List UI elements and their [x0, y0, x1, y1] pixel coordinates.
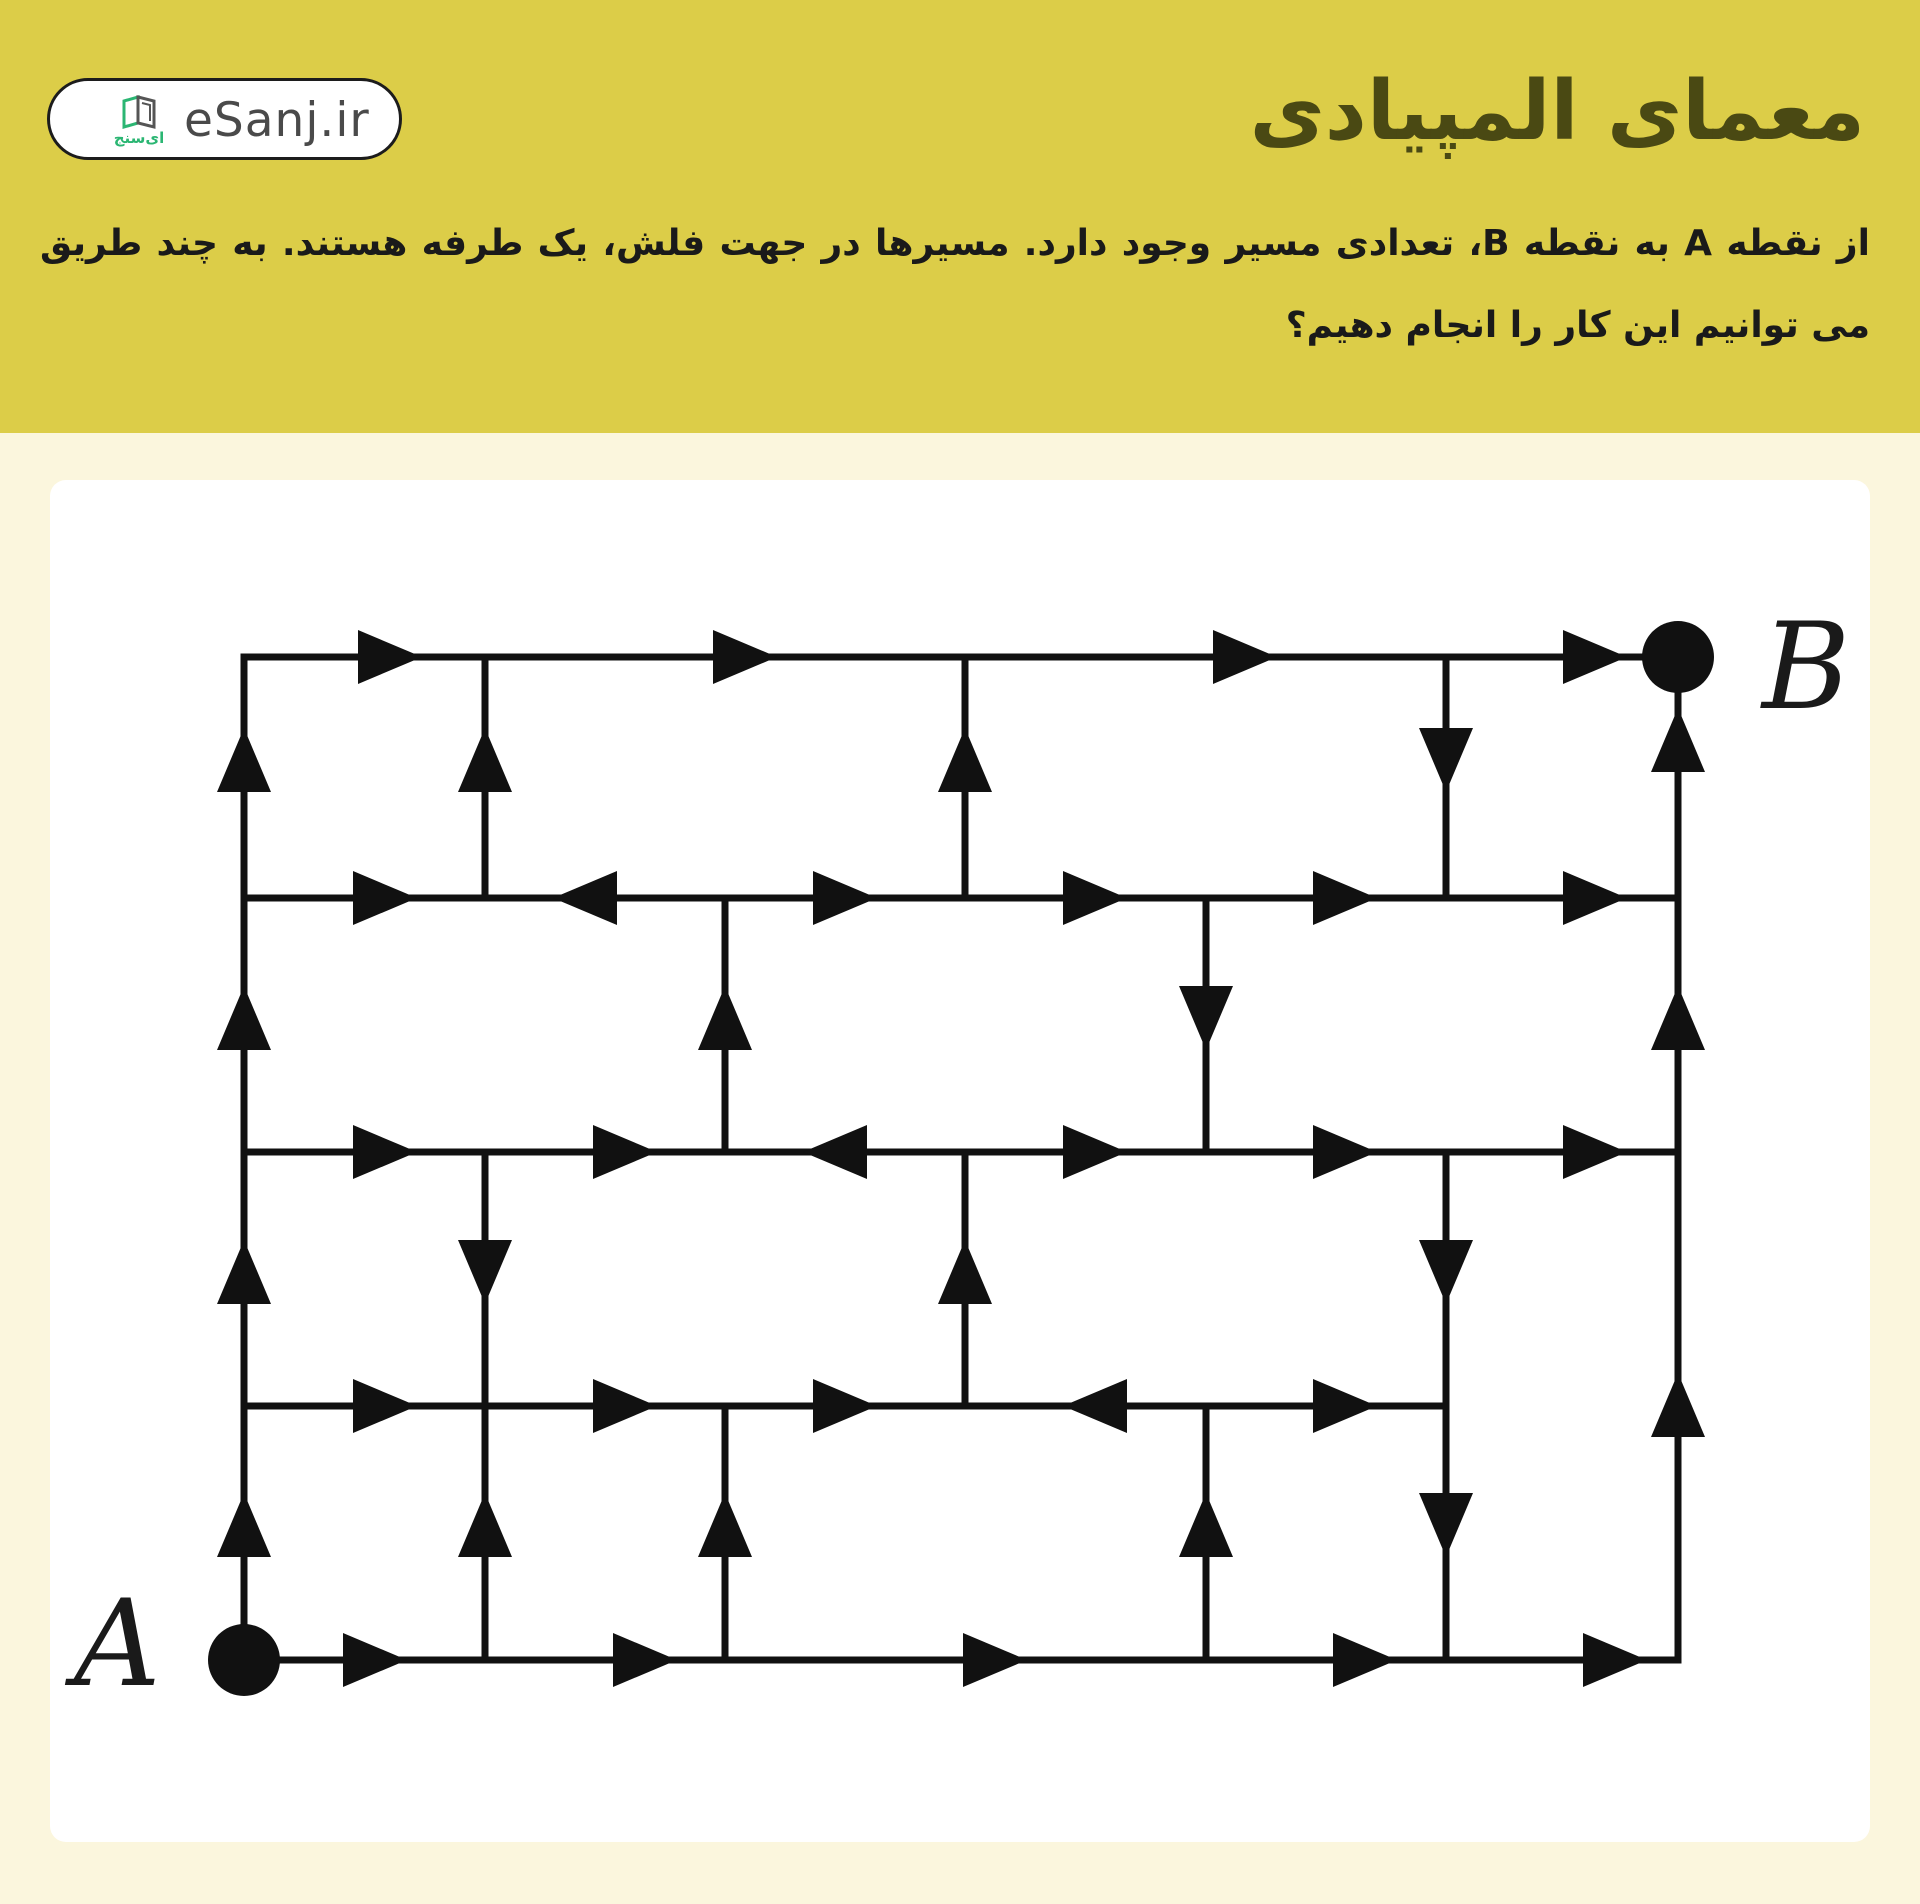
- arrow-head: [358, 630, 422, 684]
- arrow-head: [1213, 630, 1277, 684]
- arrow-head: [458, 1240, 512, 1304]
- logo-mark-text: ای‌سنج: [113, 129, 165, 147]
- arrow-head: [1651, 708, 1705, 772]
- point-a-dot: [208, 1624, 280, 1696]
- arrow-head: [1563, 871, 1627, 925]
- arrow-head: [1313, 871, 1377, 925]
- arrow-head: [1179, 986, 1233, 1050]
- arrow-head: [1333, 1633, 1397, 1687]
- arrow-head: [803, 1125, 867, 1179]
- arrow-head: [1651, 986, 1705, 1050]
- arrow-head: [593, 1125, 657, 1179]
- arrow-head: [938, 728, 992, 792]
- arrow-head: [458, 1493, 512, 1557]
- point-b-label: B: [1762, 598, 1851, 737]
- point-b-dot: [1642, 621, 1714, 693]
- site-name[interactable]: eSanj.ir: [184, 93, 370, 148]
- arrow-head: [353, 1379, 417, 1433]
- arrow-head: [698, 1493, 752, 1557]
- arrow-head: [1063, 871, 1127, 925]
- arrow-head: [1563, 1125, 1627, 1179]
- arrow-head: [963, 1633, 1027, 1687]
- arrow-head: [217, 1240, 271, 1304]
- arrow-head: [1179, 1493, 1233, 1557]
- arrow-head: [1419, 728, 1473, 792]
- arrow-head: [553, 871, 617, 925]
- arrow-head: [1313, 1379, 1377, 1433]
- arrow-head: [813, 871, 877, 925]
- arrow-head: [1583, 1633, 1647, 1687]
- arrow-head: [343, 1633, 407, 1687]
- arrow-head: [713, 630, 777, 684]
- arrow-head: [813, 1379, 877, 1433]
- point-a-label: A: [74, 1575, 161, 1714]
- arrow-head: [1313, 1125, 1377, 1179]
- arrow-head: [217, 1493, 271, 1557]
- arrow-head: [1419, 1240, 1473, 1304]
- arrow-head: [1063, 1125, 1127, 1179]
- arrow-head: [353, 1125, 417, 1179]
- arrow-head: [458, 728, 512, 792]
- puzzle-question: از نقطه A به نقطه B، تعدادی مسیر وجود دارد. مسیرها در جهت فلش، یک طرفه هستند. به چند طریق می توانیم این کار را انجام دهیم؟: [40, 223, 1870, 346]
- arrow-head: [593, 1379, 657, 1433]
- arrow-head: [613, 1633, 677, 1687]
- arrow-head: [938, 1240, 992, 1304]
- arrow-head: [217, 986, 271, 1050]
- arrow-head: [1419, 1493, 1473, 1557]
- arrow-head: [1651, 1373, 1705, 1437]
- arrow-head: [1063, 1379, 1127, 1433]
- arrow-head: [217, 728, 271, 792]
- arrow-head: [698, 986, 752, 1050]
- arrow-head: [1563, 630, 1627, 684]
- arrow-head: [353, 871, 417, 925]
- page-title: معمای المپیادی: [1249, 64, 1865, 159]
